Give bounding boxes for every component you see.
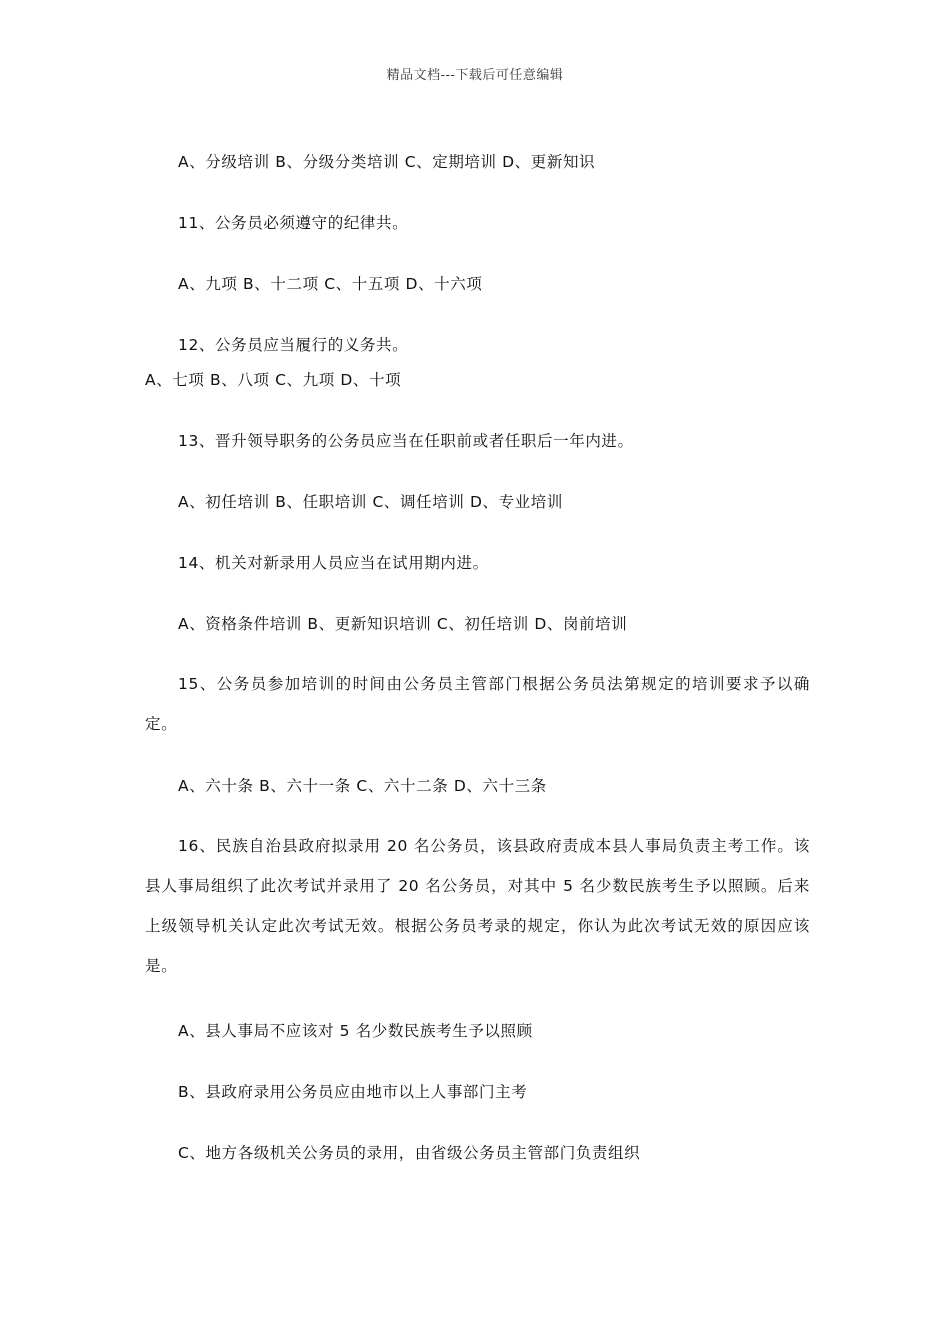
q14-options: A、资格条件培训 B、更新知识培训 C、初任培训 D、岗前培训 — [178, 615, 628, 633]
q16-option-a: A、县人事局不应该对 5 名少数民族考生予以照顾 — [178, 1022, 533, 1040]
q11-options: A、九项 B、十二项 C、十五项 D、十六项 — [178, 275, 483, 293]
question-15: 15、公务员参加培训的时间由公务员主管部门根据公务员法第规定的培训要求予以确定。 — [145, 675, 810, 733]
q16-option-c: C、地方各级机关公务员的录用，由省级公务员主管部门负责组织 — [178, 1144, 641, 1162]
q10-options: A、分级培训 B、分级分类培训 C、定期培训 D、更新知识 — [178, 153, 596, 171]
q12-options: A、七项 B、八项 C、九项 D、十项 — [145, 371, 402, 389]
question-13: 13、晋升领导职务的公务员应当在任职前或者任职后一年内进。 — [178, 432, 634, 450]
q16-option-b: B、县政府录用公务员应由地市以上人事部门主考 — [178, 1083, 528, 1101]
q13-options: A、初任培训 B、任职培训 C、调任培训 D、专业培训 — [178, 493, 563, 511]
question-16: 16、民族自治县政府拟录用 20 名公务员，该县政府责成本县人事局负责主考工作。该县人事局组织了此次考试并录用了 20 名公务员，对其中 5 名少数民族考生予以照顾。后来上级领导机关认定此次考试无效。根据公务员考录的规定，你认为此次考试无效的原因应该是。 — [145, 837, 810, 975]
question-14: 14、机关对新录用人员应当在试用期内进。 — [178, 554, 489, 572]
question-12: 12、公务员应当履行的义务共。 — [178, 336, 409, 354]
q15-options: A、六十条 B、六十一条 C、六十二条 D、六十三条 — [178, 777, 547, 795]
question-11: 11、公务员必须遵守的纪律共。 — [178, 214, 409, 232]
page-header: 精品文档---下载后可任意编辑 — [386, 68, 564, 83]
